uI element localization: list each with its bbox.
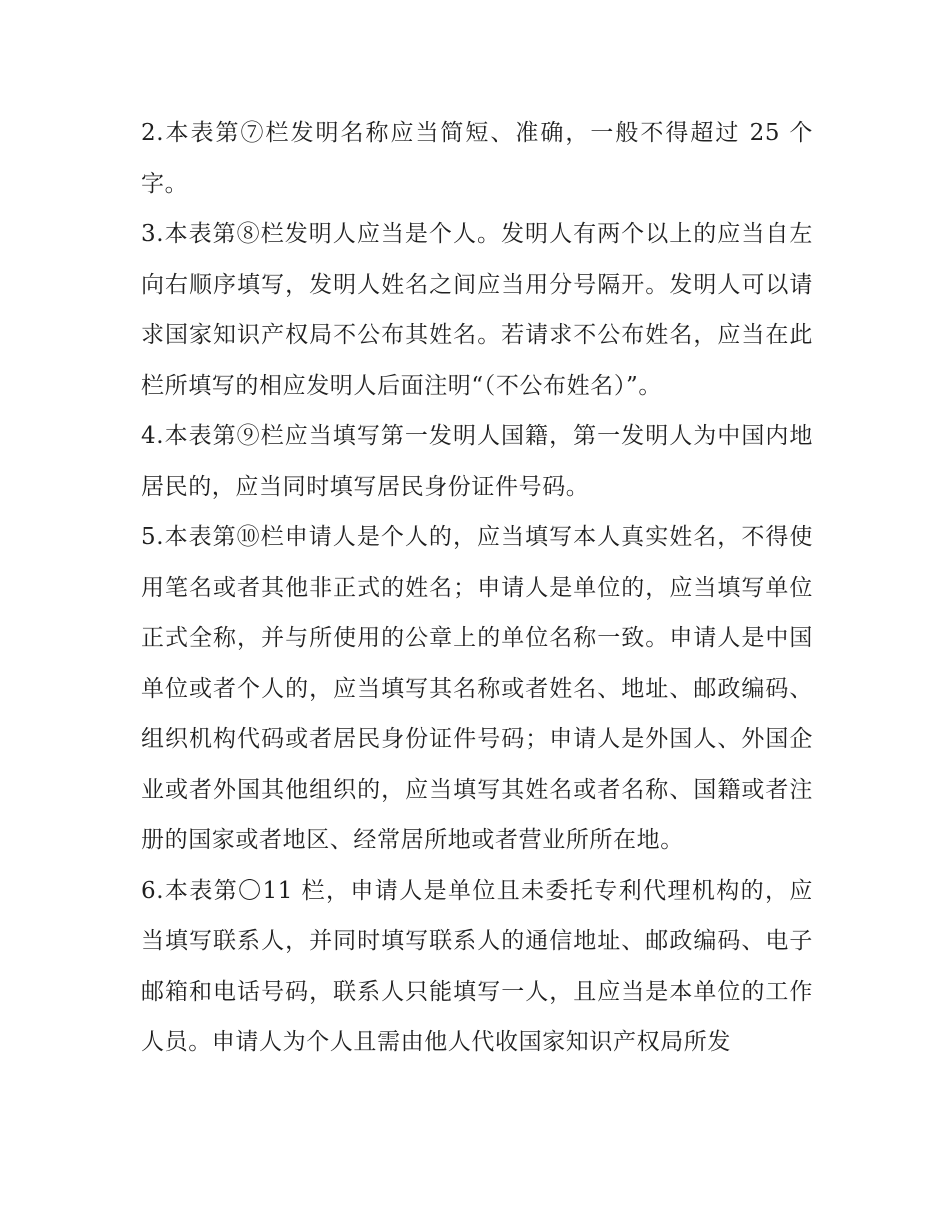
document-body (141, 108, 813, 1068)
paragraph-item-11: 6.本表第〇11 栏，申请人是单位且未委托专利代理机构的，应当填写联系人，并同时填写联系人的通信地址、邮政编码、电子邮箱和电话号码，联系人只能填写一人，且应当是本单位的工作人员。申请人为个人且需由他人代收国家知识产权局所发 (141, 877, 813, 1055)
paragraph-item-8: 3.本表第⑧栏发明人应当是个人。发明人有两个以上的应当自左向右顺序填写，发明人姓名之间应当用分号隔开。发明人可以请求国家知识产权局不公布其姓名。若请求不公布姓名，应当在此栏所填写的相应发明人后面注明“（不公布姓名）”。 (141, 221, 813, 399)
paragraph-item-10: 5.本表第⑩栏申请人是个人的，应当填写本人真实姓名，不得使用笔名或者其他非正式的姓名；申请人是单位的，应当填写单位正式全称，并与所使用的公章上的单位名称一致。申请人是中国单位或者个人的，应当填写其名称或者姓名、地址、邮政编码、组织机构代码或者居民身份证件号码；申请人是外国人、外国企业或者外国其他组织的，应当填写其姓名或者名称、国籍或者注册的国家或者地区、经常居所地或者营业所所在地。 (141, 524, 813, 853)
paragraph-item-7: 2.本表第⑦栏发明名称应当简短、准确，一般不得超过 25 个字。 (141, 120, 813, 197)
paragraph-item-9: 4.本表第⑨栏应当填写第一发明人国籍，第一发明人为中国内地居民的，应当同时填写居民身份证件号码。 (141, 423, 813, 500)
